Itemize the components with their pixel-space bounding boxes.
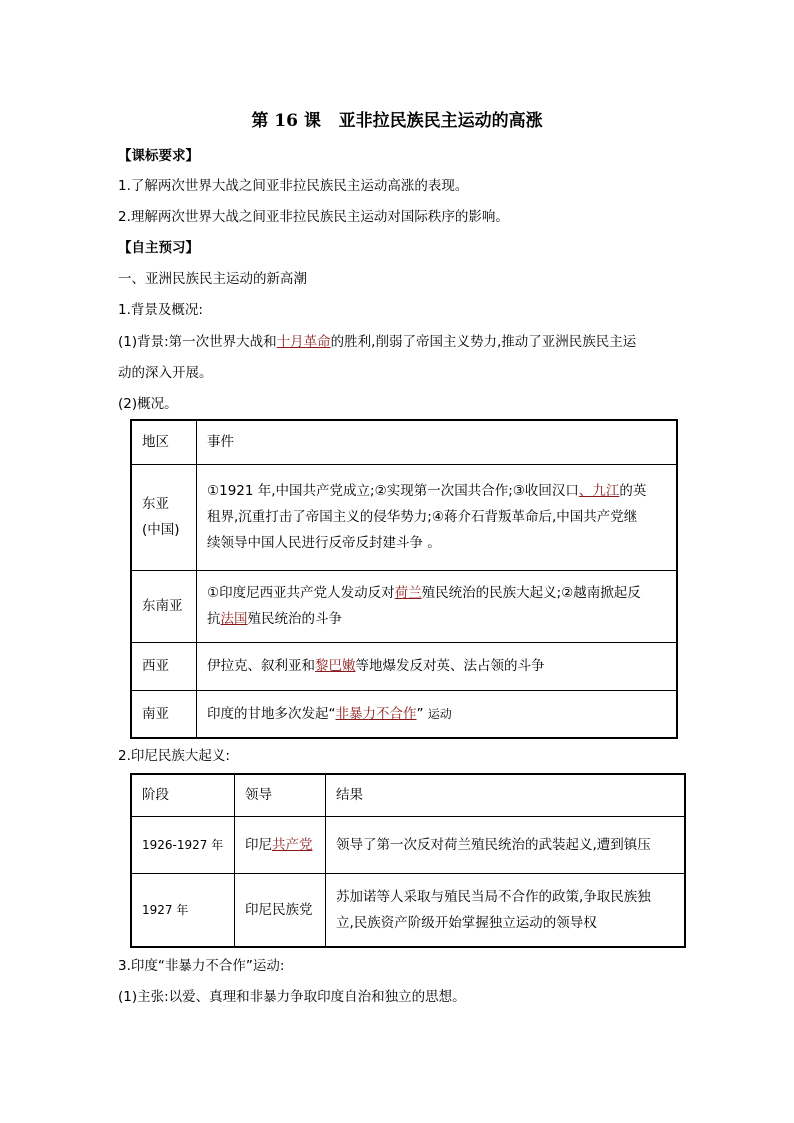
table-row (131, 570, 677, 642)
india-heading: 3.印度“非暴力不合作”运动: (118, 958, 285, 974)
event-line: 续领导中国人民进行反帝反封建斗争 。 (207, 535, 441, 551)
table-row (131, 816, 685, 873)
overview-heading: (2)概况。 (118, 396, 178, 412)
zizhu-heading: 【自主预习】 (118, 240, 199, 256)
region-south-asia: 南亚 (131, 690, 197, 738)
table-row (131, 873, 685, 947)
requirement-1: 1.了解两次世界大战之间亚非拉民族民主运动高涨的表现。 (118, 178, 469, 194)
result-line: 苏加诺等人采取与殖民当局不合作的政策,争取民族独 (336, 888, 651, 905)
header-stage: 阶段 (131, 774, 235, 816)
region-east-asia (131, 464, 197, 570)
header-event: 事件 (197, 420, 678, 464)
table-row (131, 690, 677, 738)
page-title (0, 106, 794, 131)
leader-answer: 共产党 (272, 836, 313, 853)
region-name: 东亚 (142, 496, 169, 512)
indonesia-heading: 2.印尼民族大起义: (118, 748, 230, 764)
overview-table (130, 419, 678, 739)
leader-text: 印尼 (245, 836, 272, 853)
event-answer: 荷兰 (394, 585, 422, 601)
indonesia-table (130, 773, 686, 948)
table-row (131, 420, 677, 464)
leader-2: 印尼民族党 (235, 873, 326, 947)
event-text: ①1921 年,中国共产党成立;②实现第一次国共合作;③收回汉口 (207, 483, 579, 499)
table-row (131, 464, 677, 570)
event-answer: 法国 (220, 611, 248, 627)
event-text: ” (416, 705, 424, 722)
leader-1 (235, 816, 326, 873)
table-row (131, 774, 685, 816)
table-row (131, 642, 677, 690)
event-text: 的英 (619, 483, 647, 499)
event-line: 租界,沉重打击了帝国主义的侵华势力;④蒋介石背叛革命后,中国共产党继 (207, 509, 638, 525)
header-result: 结果 (326, 774, 686, 816)
event-answer: 黎巴嫩 (315, 658, 356, 674)
event-line (207, 606, 666, 632)
event-text: ①印度尼西亚共产党人发动反对 (207, 585, 395, 601)
result-2 (326, 873, 686, 947)
background-heading: 1.背景及概况: (118, 302, 203, 318)
kebiao-heading: 【课标要求】 (118, 148, 199, 164)
india-line-1: (1)主张:以爱、真理和非暴力争取印度自治和独立的思想。 (118, 989, 466, 1005)
event-southeast-asia (197, 570, 678, 642)
event-text: 等地爆发反对英、法占领的斗争 (355, 658, 545, 674)
event-line (207, 478, 666, 504)
event-text: 殖民统治的斗争 (247, 611, 342, 627)
region-southeast-asia: 东南亚 (131, 570, 197, 642)
result-1: 领导了第一次反对荷兰殖民统治的武装起义,遭到镇压 (326, 816, 686, 873)
bg-text-a: (1)背景:第一次世界大战和 (118, 334, 277, 350)
event-answer: 非暴力不合作 (335, 705, 417, 722)
event-text: 运动 (427, 706, 452, 721)
background-line-2: 动的深入开展。 (118, 365, 213, 381)
requirement-2: 2.理解两次世界大战之间亚非拉民族民主运动对国际秩序的影响。 (118, 209, 509, 225)
region-west-asia: 西亚 (131, 642, 197, 690)
region-sub: (中国) (142, 522, 180, 538)
stage-2: 1927 年 (131, 873, 235, 947)
lesson-number: 第 16 课 (251, 111, 321, 131)
event-west-asia (197, 642, 678, 690)
event-text: 伊拉克、叙利亚和 (207, 658, 315, 674)
result-line: 立,民族资产阶级开始掌握独立运动的领导权 (336, 914, 597, 931)
event-answer: 、九江 (578, 483, 620, 499)
bg-text-b: 的胜利,削弱了帝国主义势力,推动了亚洲民族民主运 (330, 334, 637, 350)
event-text: 印度的甘地多次发起“ (207, 705, 336, 722)
event-east-asia (197, 464, 678, 570)
event-text: 抗 (207, 611, 221, 627)
header-region: 地区 (131, 420, 197, 464)
bg-answer: 十月革命 (276, 334, 331, 350)
event-south-asia (197, 690, 678, 738)
header-leader: 领导 (235, 774, 326, 816)
background-line-1 (118, 332, 636, 352)
part1-heading: 一、亚洲民族民主运动的新高潮 (118, 271, 307, 287)
lesson-name: 亚非拉民族民主运动的高涨 (338, 111, 543, 131)
event-text: 殖民统治的民族大起义;②越南掀起反 (421, 585, 641, 601)
event-line (207, 580, 666, 606)
stage-1: 1926-1927 年 (131, 816, 235, 873)
